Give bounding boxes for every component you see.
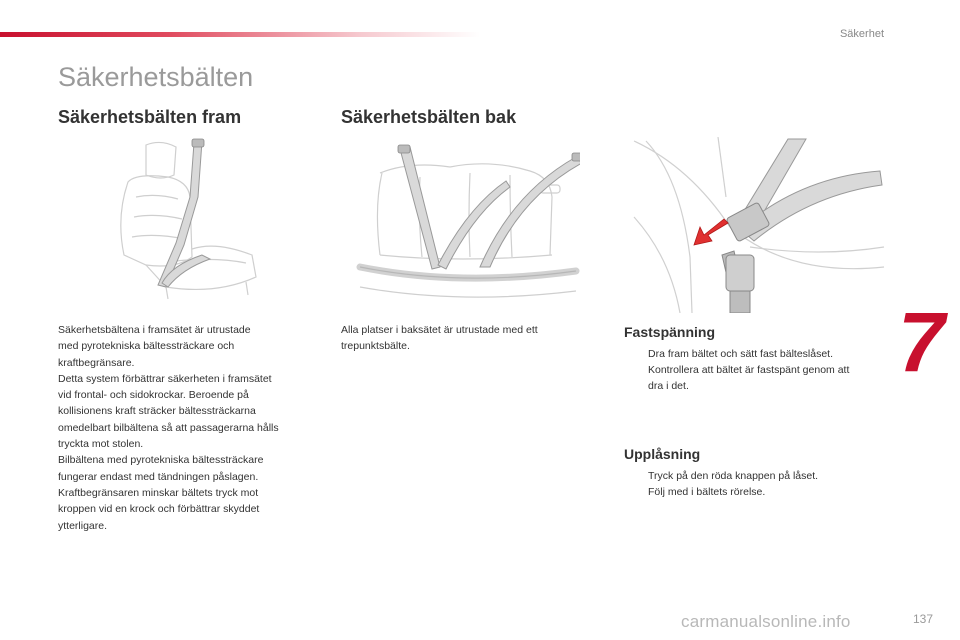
buckle-illustration [630,137,886,313]
list-item [624,346,894,362]
watermark: carmanualsonline.info [681,612,851,631]
rear-belts-heading: Säkerhetsbälten bak [341,107,517,127]
rear-seat-belts-illustration [340,137,580,312]
top-accent-bar [0,32,480,37]
chapter-marker [898,295,958,390]
rear-belts-text: Alla platser i baksätet är utrustade med ett trepunktsbälte. [341,324,538,353]
list-item-text: Kontrollera att bältet är fastspänt genom att dra i det. [648,364,850,392]
page-number: 137 [913,612,934,626]
front-belts-text: Säkerhetsbältena i framsätet är utrustade med pyrotekniska bältessträckare och kraftbegränsare. Detta system förbättrar säkerheten i framsätet vid frontal- och sidokrockar. Beroende på kollisionens kraft sträcker bältessträckarna omedelbart bilbältena så att passagerarna hålls tryckta mot stolen. Bilbältena med pyrotekniska bältessträckare fungerar endast med tändningen påslagen. Kraftbegränsaren minskar bältets tryck mot kroppen vid en krock och förbättrar skyddet ytterligare. [58,324,279,532]
list-item-text: Dra fram bältet och sätt fast bälteslåset. [648,348,834,360]
fastening-list [624,346,894,394]
unlocking-heading: Upplåsning [624,446,701,462]
list-item [624,468,894,484]
front-belts-heading: Säkerhetsbälten fram [58,107,242,127]
list-item-text: Tryck på den röda knappen på låset. [648,470,819,482]
list-item [624,484,894,500]
unlocking-list [624,468,894,500]
list-item-text: Följ med i bältets rörelse. [648,486,766,498]
chapter-number: 7 [898,295,945,389]
page-title: Säkerhetsbälten [58,62,254,92]
fastening-heading: Fastspänning [624,324,716,340]
list-item [624,362,894,394]
front-seat-belt-illustration [106,137,276,307]
section-label: Säkerhet [839,28,884,40]
